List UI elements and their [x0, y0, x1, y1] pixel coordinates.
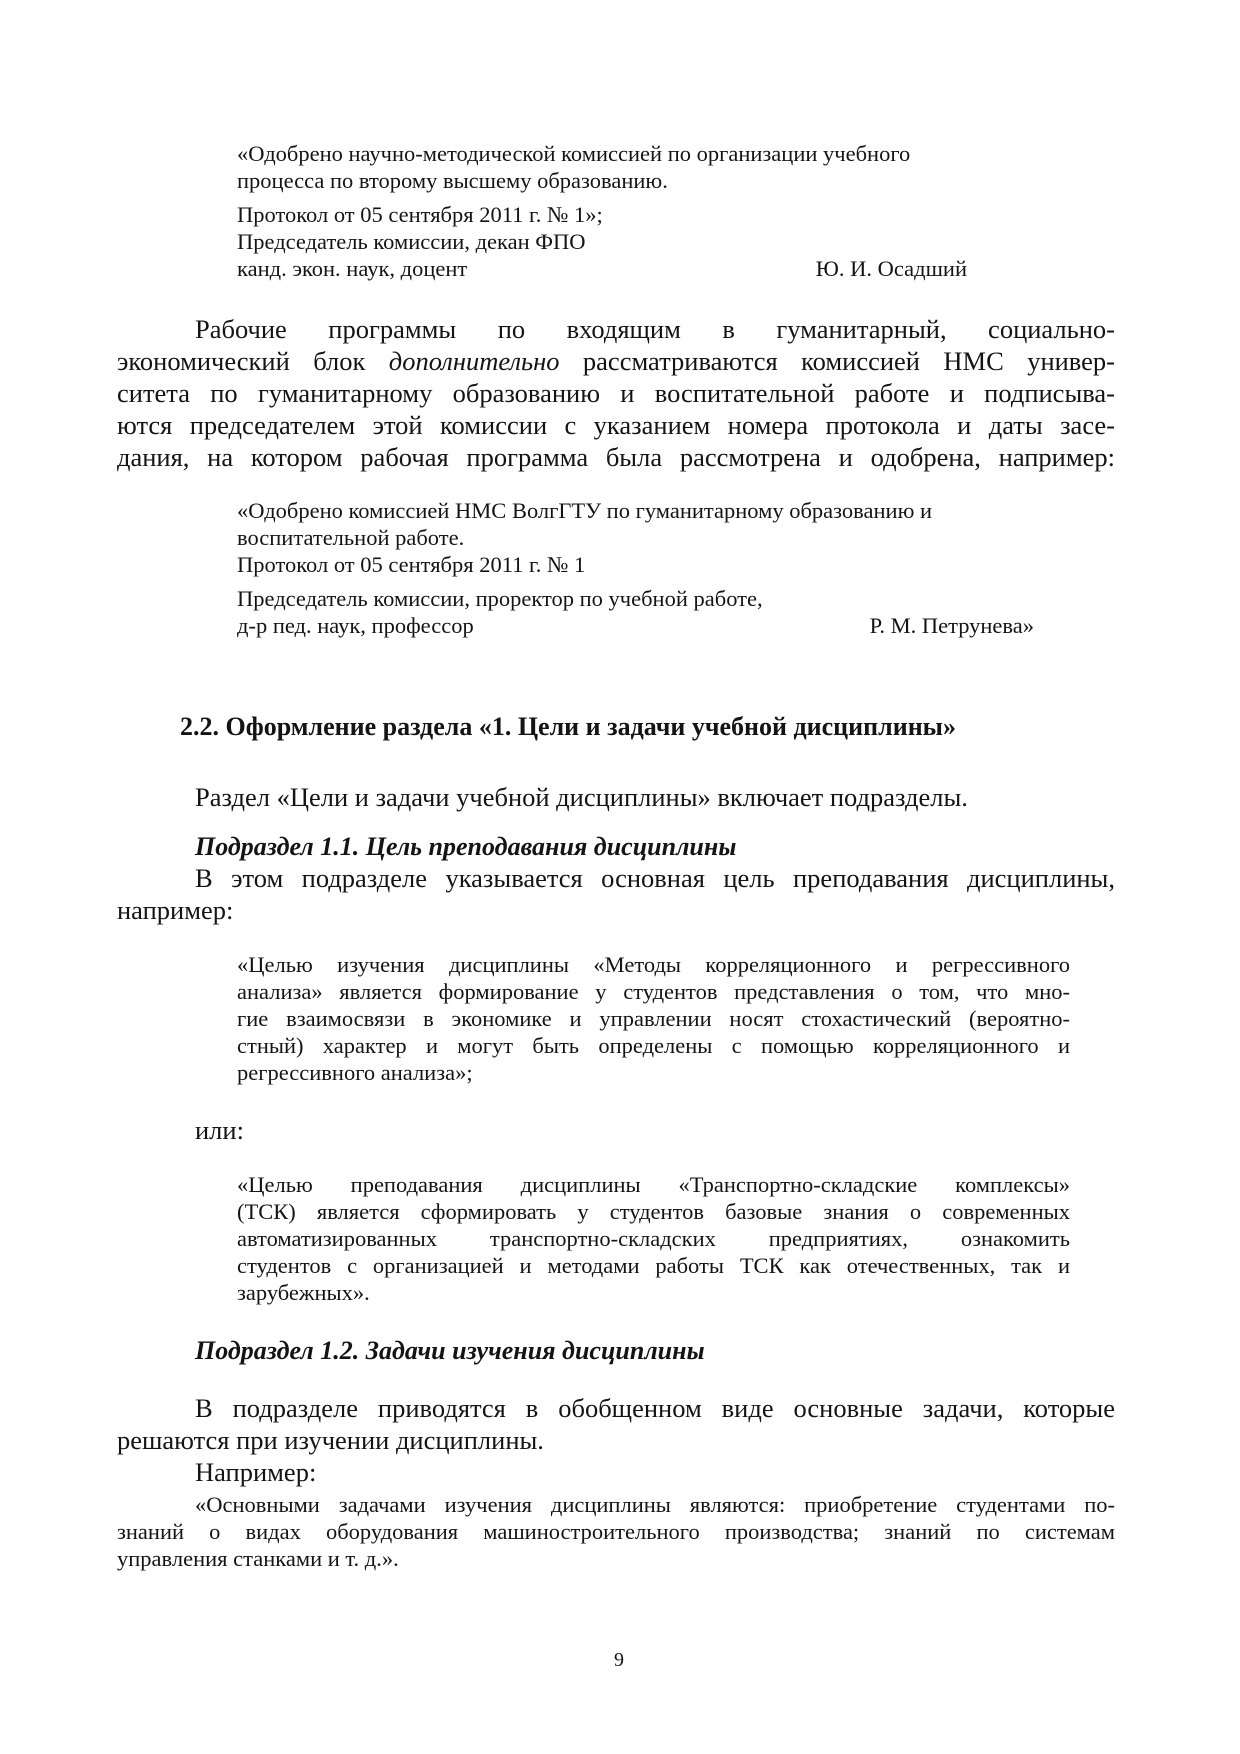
example-quote-3: [117, 1491, 1115, 1572]
example-2-line-5: зарубежных».: [237, 1280, 370, 1305]
or-label: или:: [195, 1115, 244, 1145]
approval-block-2: [237, 497, 1037, 639]
approval-block-1: [237, 140, 1037, 282]
approval-2-name: Р. М. Петрунева»: [869, 613, 1034, 638]
example-1-line-1: «Целью изучения дисциплины «Методы корреляционного и регрессивного: [237, 952, 1070, 977]
subsection-1-2-title: Подраздел 1.2. Задачи изучения дисциплины: [195, 1336, 705, 1365]
subsection-1-1-text-line-1: В этом подразделе указывается основная цель преподавания дисциплины,: [195, 863, 1115, 893]
example-quote-1: [237, 951, 1070, 1086]
approval-1-signature-row: [237, 255, 967, 282]
section-intro: Раздел «Цели и задачи учебной дисциплины» включает подразделы.: [195, 782, 968, 812]
paragraph-1-line-5: дания, на котором рабочая программа была рассмотрена и одобрена, например:: [117, 442, 1115, 472]
approval-1-degree: канд. экон. наук, доцент: [237, 256, 468, 281]
example-2-line-3: автоматизированных транспортно-складских предприятиях, ознакомить: [237, 1226, 1070, 1251]
paragraph-1-line-1: Рабочие программы по входящим в гуманитарный, социально-: [195, 314, 1115, 344]
subsection-1-1-text-line-2: например:: [117, 895, 234, 925]
approval-2-protocol: Протокол от 05 сентября 2011 г. № 1: [237, 552, 586, 577]
example-3-line-1: «Основными задачами изучения дисциплины являются: приобретение студентами по-: [195, 1492, 1115, 1517]
subsection-1-1-text: [117, 862, 1115, 926]
paragraph-1-line-2-start: экономический блок: [117, 346, 389, 376]
example-1-line-2: анализа» является формирование у студентов представления о том, что мно-: [237, 979, 1070, 1004]
paragraph-1-line-2-end: рассматриваются комиссией НМС универ-: [559, 346, 1115, 376]
subsection-1-2-text-line-1: В подразделе приводятся в обобщенном виде основные задачи, которые: [195, 1393, 1115, 1423]
approval-2-chair: Председатель комиссии, проректор по учебной работе,: [237, 586, 763, 611]
approval-2-signature-row: [237, 612, 1034, 639]
emphasis-additionally: дополнительно: [388, 346, 560, 376]
example-3-line-2: знаний о видах оборудования машиностроительного производства; знаний по системам: [117, 1519, 1115, 1544]
subsection-1-2-text: [117, 1392, 1115, 1488]
approval-1-name: Ю. И. Осадший: [815, 256, 967, 281]
paragraph-1-line-3: ситета по гуманитарному образованию и воспитательной работе и подписыва-: [117, 378, 1115, 408]
approval-1-protocol: Протокол от 05 сентября 2011 г. № 1»;: [237, 202, 603, 227]
paragraph-working-programs: [117, 313, 1115, 473]
approval-1-line-1: «Одобрено научно-методической комиссией по организации учебного: [237, 141, 911, 166]
example-3-line-3: управления станками и т. д.».: [117, 1546, 399, 1571]
example-quote-2: [237, 1171, 1070, 1306]
example-2-line-1: «Целью преподавания дисциплины «Транспортно-складские комплексы»: [237, 1172, 1070, 1197]
paragraph-1-line-4: ются председателем этой комиссии с указанием номера протокола и даты засе-: [117, 410, 1115, 440]
page-number: 9: [614, 1649, 624, 1671]
approval-1-line-2: процесса по второму высшему образованию.: [237, 168, 668, 193]
example-1-line-4: стный) характер и могут быть определены с помощью корреляционного и: [237, 1033, 1070, 1058]
paragraph-1-line-2: [117, 345, 1115, 377]
example-1-line-3: гие взаимосвязи в экономике и управлении носят стохастический (вероятно-: [237, 1006, 1070, 1031]
subsection-1-1-title: Подраздел 1.1. Цель преподавания дисциплины: [195, 832, 737, 861]
example-2-line-2: (ТСК) является сформировать у студентов базовые знания о современных: [237, 1199, 1070, 1224]
approval-2-line-1: «Одобрено комиссией НМС ВолгГТУ по гуманитарному образованию и: [237, 498, 933, 523]
example-label: Например:: [195, 1457, 317, 1487]
example-1-line-5: регрессивного анализа»;: [237, 1060, 473, 1085]
approval-2-line-2: воспитательной работе.: [237, 525, 465, 550]
approval-2-degree: д-р пед. наук, профессор: [237, 613, 474, 638]
example-2-line-4: студентов с организацией и методами работы ТСК как отечественных, так и: [237, 1253, 1070, 1278]
approval-1-chair: Председатель комиссии, декан ФПО: [237, 229, 586, 254]
section-heading: 2.2. Оформление раздела «1. Цели и задачи учебной дисциплины»: [180, 712, 956, 741]
subsection-1-2-text-line-2: решаются при изучении дисциплины.: [117, 1425, 544, 1455]
